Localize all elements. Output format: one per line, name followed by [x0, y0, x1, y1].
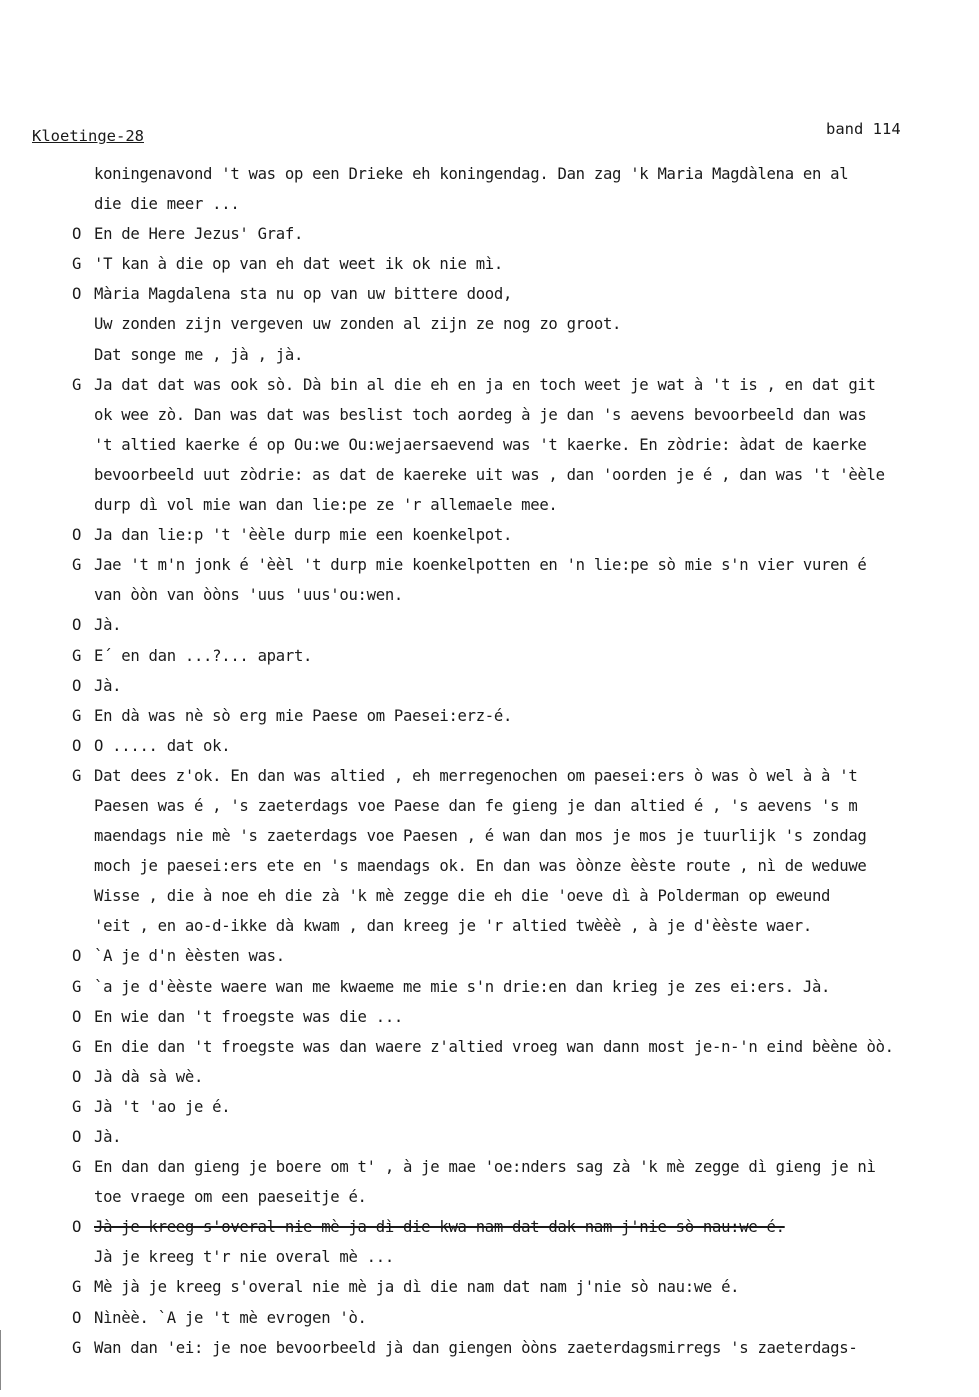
line-text: Jà dà sà wè. [94, 1067, 204, 1086]
line-text: Dat songe me , jà , jà. [94, 345, 304, 364]
transcript-line [72, 340, 972, 370]
line-text: Wan dan 'ei: je noe bevoorbeeld jà dan giengen òòns zaeterdagsmirregs 's zaeterdags- [94, 1338, 858, 1357]
line-text: durp dì vol mie wan dan lie:pe ze 'r allemaele mee. [94, 496, 558, 515]
line-text: Mè jà je kreeg s'overal nie mè ja dì die nam dat nam j'nie sò nau:we é. [94, 1278, 740, 1297]
line-text: Jà. [94, 616, 122, 635]
transcript-line [72, 1152, 972, 1182]
margin-line [0, 1330, 1, 1390]
transcript-line [72, 1032, 972, 1062]
transcript-line [72, 279, 972, 309]
transcript-line [72, 610, 972, 640]
transcript-line [72, 189, 972, 219]
transcript-line [72, 1272, 972, 1302]
transcript-line [72, 731, 972, 761]
speaker-label: G [72, 1338, 82, 1357]
line-text: `A je d'n èèsten was. [94, 947, 285, 966]
line-text: Ja dan lie:p 't 'èèle durp mie een koenkelpot. [94, 526, 513, 545]
struck-text: Jà je kreeg s'overal nie mè ja dì die kwa nam dat dak nam j'nie sò nau:we é. [94, 1218, 785, 1237]
speaker-label: O [72, 1007, 82, 1026]
line-text: En dan dan gieng je boere om t' , à je mae 'oe:nders sag zà 'k mè zegge dì gieng je nì [94, 1158, 876, 1177]
line-text: koningenavond 't was op een Drieke eh koningendag. Dan zag 'k Maria Magdàlena en al [94, 165, 849, 183]
transcript-line [72, 791, 972, 821]
speaker-label: O [72, 736, 82, 755]
speaker-label: O [72, 225, 82, 244]
speaker-label: G [72, 1097, 82, 1116]
transcript-line [72, 972, 972, 1002]
speaker-label: O [72, 1308, 82, 1327]
speaker-label: O [72, 526, 82, 545]
line-text: O ..... dat ok. [94, 736, 231, 755]
transcript-line [72, 851, 972, 881]
speaker-label: O [72, 676, 82, 695]
speaker-label: O [72, 285, 82, 304]
transcript-line [72, 550, 972, 580]
transcript-line [72, 520, 972, 550]
line-text: Wisse , die à noe eh die zà 'k mè zegge die eh die 'oeve dì à Polderman op eweund [94, 887, 831, 906]
speaker-label: O [72, 1218, 82, 1237]
speaker-label: O [72, 616, 82, 635]
line-text: bevoorbeeld uut zòdrie: as dat de kaereke uit was , dan 'oorden je é , dan was 't 'èèle [94, 465, 885, 484]
speaker-label: G [72, 556, 82, 575]
transcript-line [72, 309, 972, 339]
transcript-line [72, 490, 972, 520]
transcript-line [72, 1092, 972, 1122]
speaker-label: G [72, 255, 82, 274]
line-text: 'eit , en ao-d-ikke dà kwam , dan kreeg je 'r altied twèèè , à je d'èèste waer. [94, 917, 812, 936]
speaker-label: G [72, 766, 82, 785]
transcript-line [72, 1062, 972, 1092]
line-text: En dà was nè sò erg mie Paese om Paesei:erz-é. [94, 706, 513, 725]
transcript-line [72, 1182, 972, 1212]
header-band-number: band 114 [826, 120, 901, 138]
speaker-label: G [72, 375, 82, 394]
line-text: Jà je kreeg t'r nie overal mè ... [94, 1248, 394, 1267]
line-text: Mària Magdalena sta nu op van uw bittere dood, [94, 285, 513, 304]
transcript-line [72, 881, 972, 911]
line-text: Dat dees z'ok. En dan was altied , eh merregenochen om paesei:ers ò was ò wel à à 't [94, 766, 858, 785]
line-text: Nìnèè. `A je 't mè evrogen 'ò. [94, 1308, 367, 1327]
speaker-label: G [72, 1278, 82, 1297]
line-text: 'T kan à die op van eh dat weet ik ok nie mì. [94, 255, 503, 274]
transcript-line [72, 249, 972, 279]
transcript-line [72, 1002, 972, 1032]
line-text: En de Here Jezus' Graf. [94, 225, 304, 244]
line-text: En die dan 't froegste was dan waere z'altied vroeg wan dann most je-n-'n eind bèène òò. [94, 1037, 894, 1056]
transcript-line [72, 219, 972, 249]
line-text: toe vraege om een paeseitje é. [94, 1188, 367, 1207]
line-text: die die meer ... [94, 195, 240, 214]
transcript-line [72, 159, 972, 189]
speaker-label: O [72, 947, 82, 966]
transcript-body [72, 159, 972, 1363]
transcript-line [72, 370, 972, 400]
transcript-line [72, 580, 972, 610]
line-text: En wie dan 't froegste was die ... [94, 1007, 404, 1026]
speaker-label: O [72, 1067, 82, 1086]
line-text: Paesen was é , 's zaeterdags voe Paese dan fe gieng je dan altied é , 's aevens 's m [94, 796, 858, 815]
line-text: van òòn van òòns 'uus 'uus'ou:wen. [94, 586, 404, 605]
line-text: E´ en dan ...?... apart. [94, 646, 313, 665]
line-text: moch je paesei:ers ete en 's maendags ok. En dan was òònze èèste route , nì de weduwe [94, 857, 867, 876]
speaker-label: G [72, 646, 82, 665]
speaker-label: O [72, 1128, 82, 1146]
transcript-line [72, 430, 972, 460]
speaker-label: G [72, 1037, 82, 1056]
transcript-line [72, 761, 972, 791]
line-text: Jà. [94, 1128, 122, 1146]
transcript-line [72, 701, 972, 731]
speaker-label: G [72, 977, 82, 996]
speaker-label: G [72, 706, 82, 725]
line-text: 't altied kaerke é op Ou:we Ou:wejaersaevend was 't kaerke. En zòdrie: àdat de kaerke [94, 435, 867, 454]
transcript-line [72, 460, 972, 490]
transcript-line [72, 941, 972, 971]
line-text: ok wee zò. Dan was dat was beslist toch aordeg à je dan 's aevens bevoorbeeld dan was [94, 405, 867, 424]
transcript-line [72, 1242, 972, 1272]
header-location: Kloetinge-28 [32, 127, 144, 145]
line-text: Jae 't m'n jonk é 'èèl 't durp mie koenkelpotten en 'n lie:pe sò mie s'n vier vuren é [94, 556, 867, 575]
transcript-line [72, 671, 972, 701]
line-text: Jà 't 'ao je é. [94, 1097, 231, 1116]
line-text: maendags nie mè 's zaeterdags voe Paesen , é wan dan mos je mos je tuurlijk 's zondag [94, 827, 867, 846]
transcript-line [72, 400, 972, 430]
line-text: `a je d'èèste waere wan me kwaeme me mie s'n drie:en dan krieg je zes ei:ers. Jà. [94, 977, 831, 996]
transcript-line [72, 641, 972, 671]
transcript-line [72, 1333, 972, 1363]
transcript-line [72, 821, 972, 851]
transcript-line [72, 1303, 972, 1333]
line-text: Jà. [94, 676, 122, 695]
transcript-line [72, 911, 972, 941]
line-text: Ja dat dat was ook sò. Dà bin al die eh en ja en toch weet je wat à 't is , en dat git [94, 375, 876, 394]
speaker-label: G [72, 1158, 82, 1177]
line-text: Uw zonden zijn vergeven uw zonden al zijn ze nog zo groot. [94, 315, 622, 334]
transcript-line [72, 1212, 972, 1242]
transcript-line [72, 1122, 972, 1152]
